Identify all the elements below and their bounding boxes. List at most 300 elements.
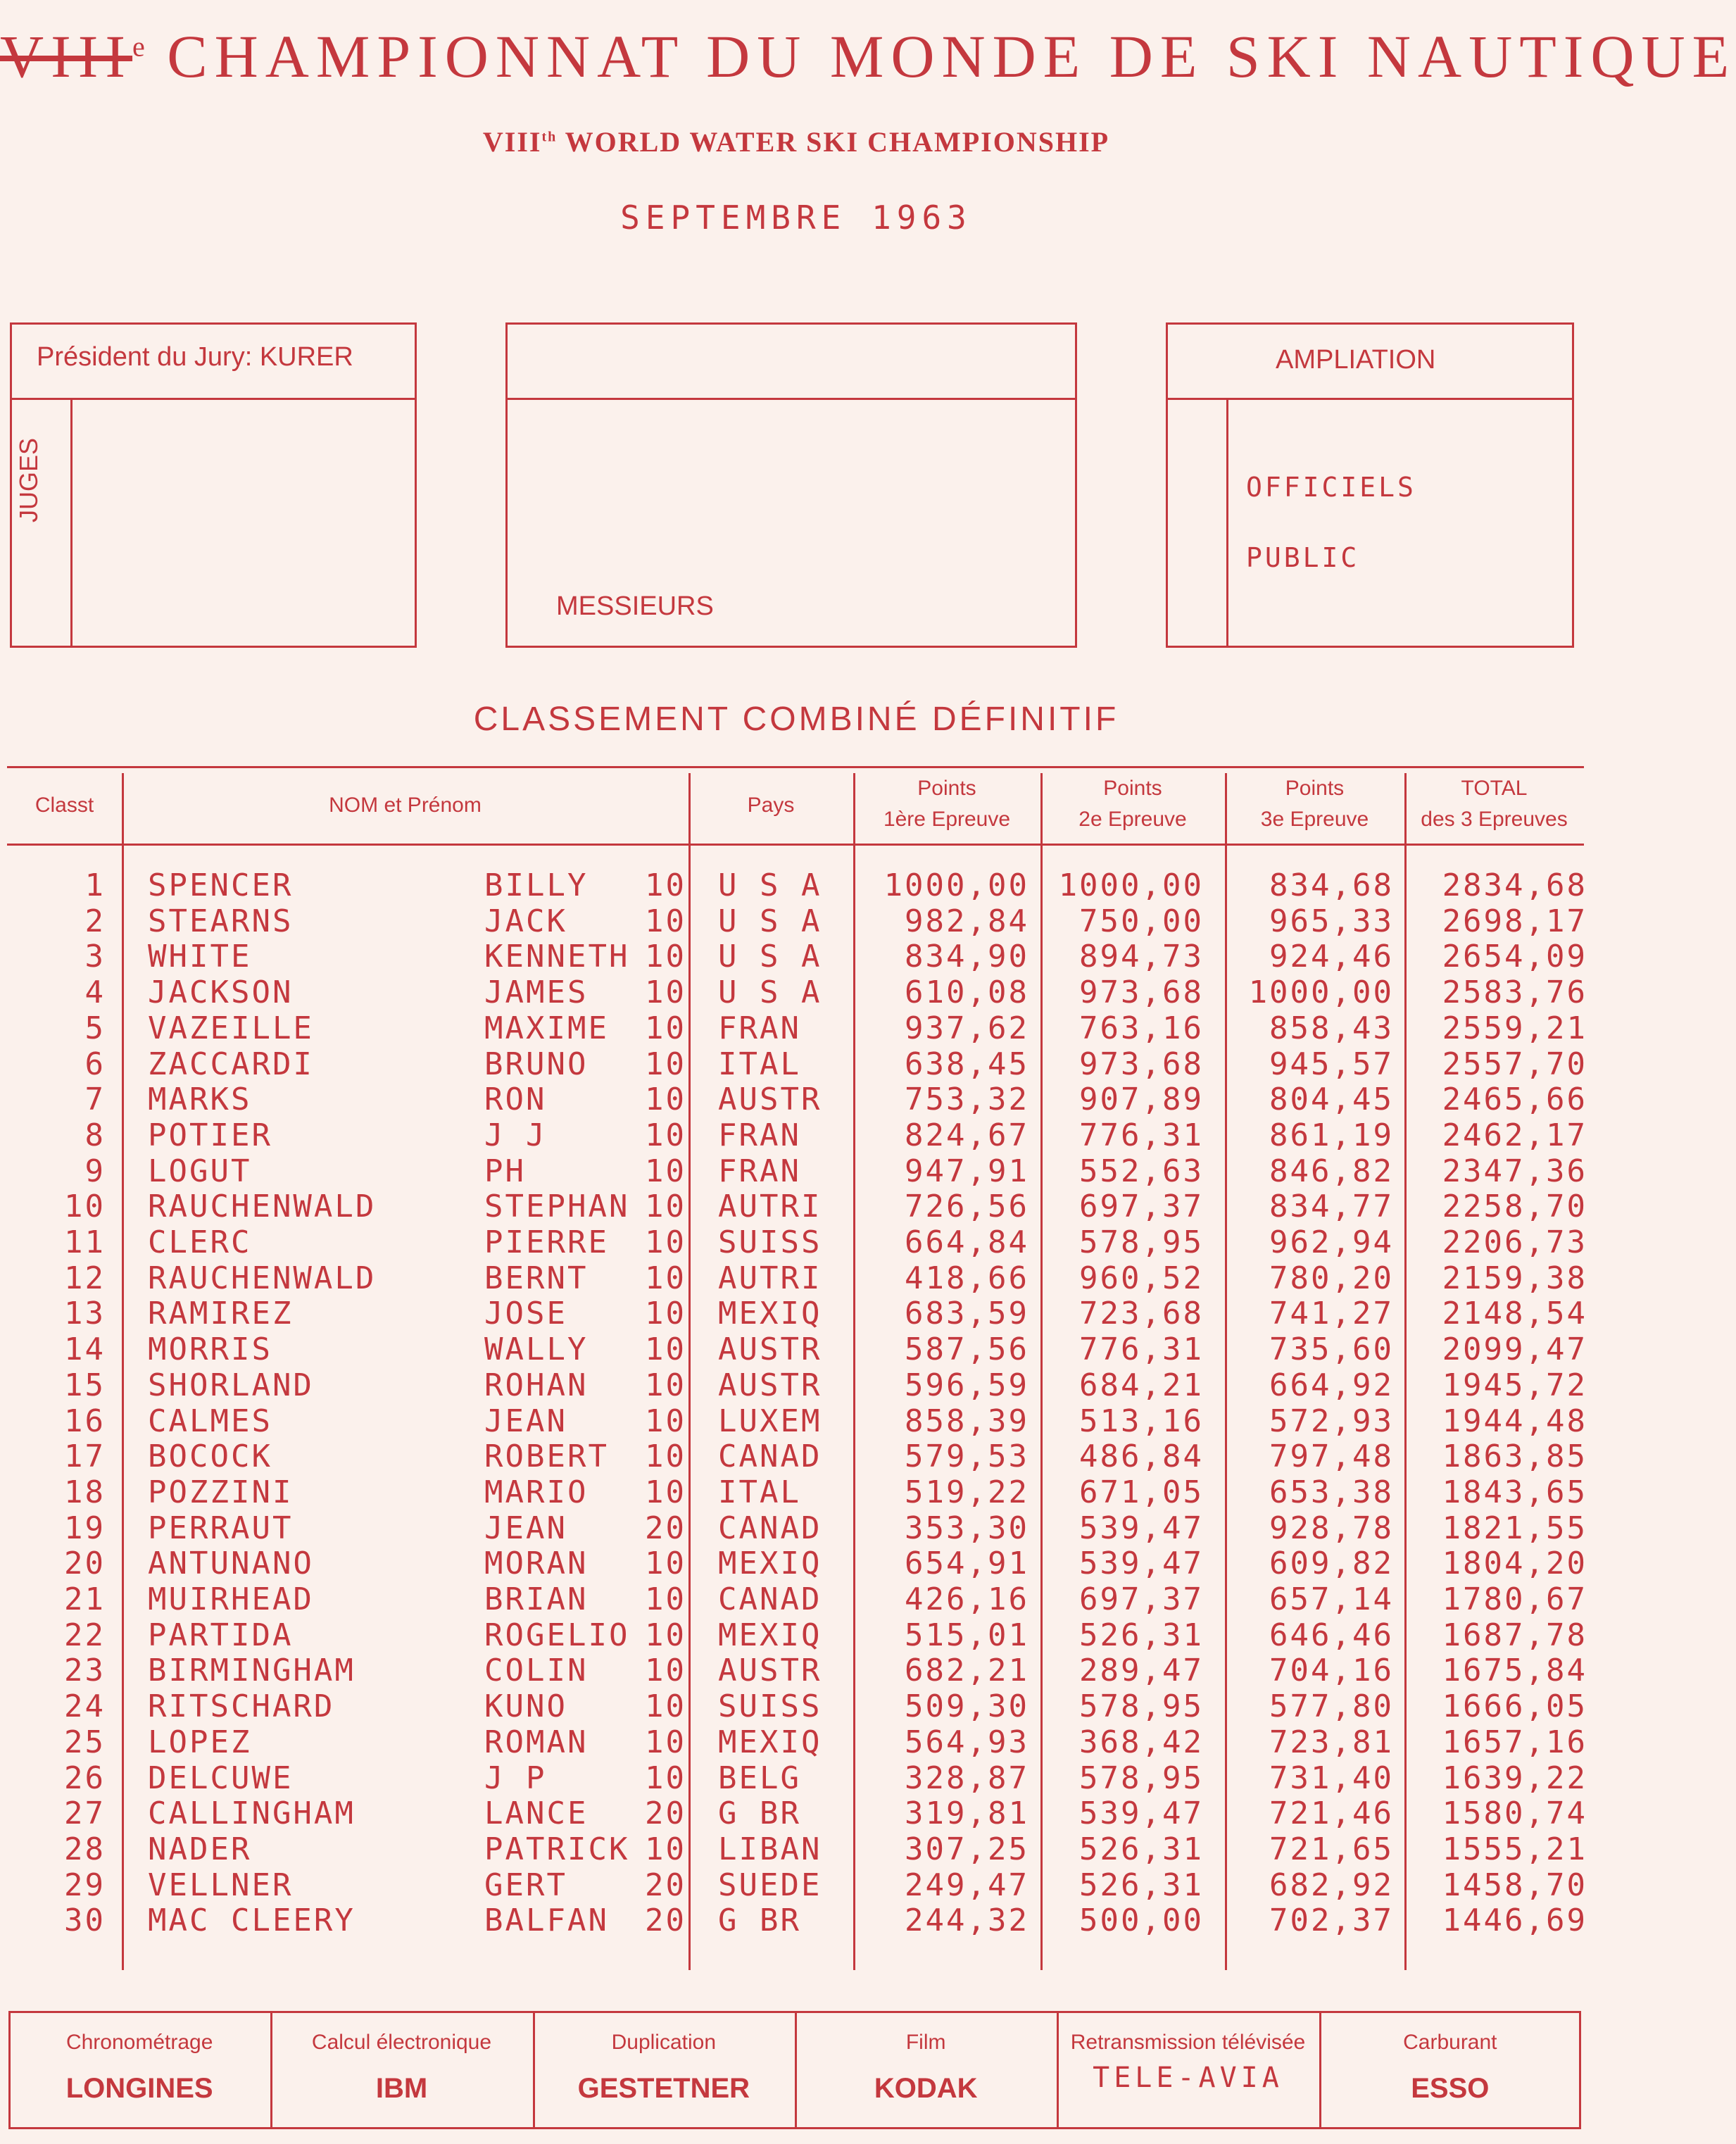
code-cell: 10	[645, 1581, 686, 1617]
code-cell: 20	[645, 1867, 686, 1903]
points-3-cell: 723,81	[1269, 1724, 1394, 1760]
points-1-cell: 858,39	[905, 1403, 1029, 1439]
sponsor-label: Calcul électronique	[311, 2031, 492, 2054]
first-name-cell: JACK	[484, 903, 567, 939]
table-row	[0, 1724, 1592, 1760]
points-3-cell: 577,80	[1269, 1688, 1394, 1725]
sponsor-divider	[1319, 2011, 1321, 2129]
rank-cell: 30	[64, 1902, 106, 1939]
first-name-cell: ROBERT	[484, 1438, 609, 1475]
points-3-cell: 945,57	[1269, 1046, 1394, 1082]
points-2-cell: 578,95	[1079, 1224, 1204, 1260]
rank-cell: 4	[84, 974, 106, 1011]
code-cell: 10	[645, 1224, 686, 1260]
country-cell: U S A	[718, 939, 822, 975]
total-cell: 1666,05	[1442, 1688, 1587, 1725]
name-cell: DELCUWE	[148, 1760, 294, 1796]
rank-cell: 25	[64, 1724, 106, 1760]
points-1-cell: 319,81	[905, 1795, 1029, 1832]
points-3-cell: 721,65	[1269, 1831, 1394, 1867]
points-3-cell: 704,16	[1269, 1653, 1394, 1689]
points-1-cell: 834,90	[905, 939, 1029, 975]
rank-cell: 9	[84, 1153, 106, 1189]
rank-cell: 12	[64, 1260, 106, 1296]
total-cell: 1843,65	[1442, 1474, 1587, 1510]
points-3-cell: 861,19	[1269, 1117, 1394, 1153]
total-cell: 1804,20	[1442, 1546, 1587, 1582]
points-3-cell: 965,33	[1269, 903, 1394, 939]
name-cell: ZACCARDI	[148, 1046, 314, 1082]
points-2-cell: 684,21	[1079, 1367, 1204, 1403]
name-cell: CALMES	[148, 1403, 272, 1439]
header-total	[1404, 773, 1584, 835]
points-2-cell: 697,37	[1079, 1581, 1204, 1617]
total-cell: 1458,70	[1442, 1867, 1587, 1903]
total-cell: 2583,76	[1442, 974, 1587, 1011]
points-2-cell: 973,68	[1079, 1046, 1204, 1082]
country-cell: AUTRI	[718, 1260, 822, 1296]
title-sup: e	[132, 30, 145, 63]
code-cell: 10	[645, 1831, 686, 1867]
points-3-cell: 1000,00	[1248, 974, 1394, 1011]
rank-cell: 17	[64, 1438, 106, 1475]
code-cell: 10	[645, 1653, 686, 1689]
points-3-cell: 735,60	[1269, 1331, 1394, 1368]
code-cell: 10	[645, 974, 686, 1011]
code-cell: 20	[645, 1510, 686, 1546]
table-row	[0, 1082, 1592, 1117]
points-2-cell: 750,00	[1079, 903, 1204, 939]
points-3-cell: 572,93	[1269, 1403, 1394, 1439]
rank-cell: 7	[84, 1082, 106, 1118]
jury-vertical-divider	[70, 398, 73, 648]
country-cell: SUISS	[718, 1224, 822, 1260]
points-1-cell: 982,84	[905, 903, 1029, 939]
code-cell: 10	[645, 1546, 686, 1582]
table-row	[0, 1617, 1592, 1653]
code-cell: 10	[645, 1260, 686, 1296]
points-3-cell: 741,27	[1269, 1296, 1394, 1332]
code-cell: 10	[645, 1688, 686, 1725]
country-cell: CANAD	[718, 1510, 822, 1546]
points-1-cell: 610,08	[905, 974, 1029, 1011]
points-2-cell: 763,16	[1079, 1010, 1204, 1046]
country-cell: ITAL	[718, 1046, 801, 1082]
points-2-cell: 486,84	[1079, 1438, 1204, 1475]
points-2-cell: 960,52	[1079, 1260, 1204, 1296]
table-row	[0, 1331, 1592, 1367]
code-cell: 10	[645, 1760, 686, 1796]
first-name-cell: PATRICK	[484, 1831, 630, 1867]
name-cell: SHORLAND	[148, 1367, 314, 1403]
country-cell: AUSTR	[718, 1331, 822, 1368]
points-2-cell: 289,47	[1079, 1653, 1204, 1689]
points-2-cell: 671,05	[1079, 1474, 1204, 1510]
sponsor-label: Duplication	[611, 2031, 717, 2054]
points-2-cell: 697,37	[1079, 1189, 1204, 1225]
points-2-cell: 539,47	[1079, 1546, 1204, 1582]
country-cell: SUISS	[718, 1688, 822, 1725]
country-cell: BELG	[718, 1760, 801, 1796]
code-cell: 10	[645, 1082, 686, 1118]
title-roman: VIII	[0, 23, 133, 90]
country-cell: U S A	[718, 974, 822, 1011]
first-name-cell: ROHAN	[484, 1367, 589, 1403]
first-name-cell: MAXIME	[484, 1010, 609, 1046]
code-cell: 10	[645, 1010, 686, 1046]
table-row	[0, 1403, 1592, 1438]
table-row	[0, 1224, 1592, 1260]
header-rank: Classt	[34, 794, 94, 817]
name-cell: POTIER	[148, 1117, 272, 1153]
name-cell: MUIRHEAD	[148, 1581, 314, 1617]
table-row	[0, 1546, 1592, 1581]
sponsor-label: Carburant	[1403, 2031, 1497, 2054]
name-cell: MAC CLEERY	[148, 1902, 356, 1939]
first-name-cell: ROGELIO	[484, 1617, 630, 1653]
code-cell: 10	[645, 1046, 686, 1082]
table-row	[0, 1760, 1592, 1795]
first-name-cell: RON	[484, 1082, 547, 1118]
header-p2	[1040, 773, 1225, 835]
total-cell: 2559,21	[1442, 1010, 1587, 1046]
code-cell: 10	[645, 1367, 686, 1403]
country-cell: LUXEM	[718, 1403, 822, 1439]
points-3-cell: 653,38	[1269, 1474, 1394, 1510]
code-cell: 10	[645, 1189, 686, 1225]
total-cell: 1780,67	[1442, 1581, 1587, 1617]
country-cell: AUSTR	[718, 1653, 822, 1689]
points-3-cell: 962,94	[1269, 1224, 1394, 1260]
rank-cell: 29	[64, 1867, 106, 1903]
table-row	[0, 867, 1592, 903]
code-cell: 10	[645, 903, 686, 939]
rank-cell: 11	[64, 1224, 106, 1260]
header-p1-top: Points	[917, 777, 976, 800]
points-1-cell: 509,30	[905, 1688, 1029, 1725]
table-row	[0, 1795, 1592, 1831]
sponsor-name: KODAK	[874, 2073, 978, 2104]
total-cell: 1675,84	[1442, 1653, 1587, 1689]
country-cell: U S A	[718, 867, 822, 903]
first-name-cell: KENNETH	[484, 939, 630, 975]
name-cell: VAZEILLE	[148, 1010, 314, 1046]
header-country: Pays	[747, 794, 795, 817]
name-cell: BIRMINGHAM	[148, 1653, 356, 1689]
points-2-cell: 894,73	[1079, 939, 1204, 975]
code-cell: 10	[645, 1331, 686, 1368]
points-1-cell: 426,16	[905, 1581, 1029, 1617]
sponsor-divider	[795, 2011, 797, 2129]
sponsor-divider	[533, 2011, 535, 2129]
sponsor-label: Retransmission télévisée	[1070, 2031, 1306, 2054]
first-name-cell: GERT	[484, 1867, 567, 1903]
table-row	[0, 1260, 1592, 1296]
rank-cell: 28	[64, 1831, 106, 1867]
rank-cell: 16	[64, 1403, 106, 1439]
points-2-cell: 513,16	[1079, 1403, 1204, 1439]
header-total-top: TOTAL	[1461, 777, 1528, 800]
rank-cell: 14	[64, 1331, 106, 1368]
rank-cell: 22	[64, 1617, 106, 1653]
code-cell: 10	[645, 1474, 686, 1510]
country-cell: CANAD	[718, 1581, 822, 1617]
country-cell: AUTRI	[718, 1189, 822, 1225]
code-cell: 10	[645, 1153, 686, 1189]
points-1-cell: 947,91	[905, 1153, 1029, 1189]
points-2-cell: 539,47	[1079, 1510, 1204, 1546]
first-name-cell: BILLY	[484, 867, 589, 903]
points-2-cell: 973,68	[1079, 974, 1204, 1011]
points-3-cell: 664,92	[1269, 1367, 1394, 1403]
total-cell: 2462,17	[1442, 1117, 1587, 1153]
rank-cell: 10	[64, 1189, 106, 1225]
points-1-cell: 307,25	[905, 1831, 1029, 1867]
total-cell: 2258,70	[1442, 1189, 1587, 1225]
table-row	[0, 1474, 1592, 1510]
rank-cell: 21	[64, 1581, 106, 1617]
points-1-cell: 726,56	[905, 1189, 1029, 1225]
total-cell: 1580,74	[1442, 1795, 1587, 1832]
points-1-cell: 683,59	[905, 1296, 1029, 1332]
total-cell: 1944,48	[1442, 1403, 1587, 1439]
table-row	[0, 1046, 1592, 1082]
points-1-cell: 937,62	[905, 1010, 1029, 1046]
table-row	[0, 974, 1592, 1010]
first-name-cell: KUNO	[484, 1688, 567, 1725]
points-1-cell: 654,91	[905, 1546, 1029, 1582]
first-name-cell: PH	[484, 1153, 526, 1189]
points-3-cell: 858,43	[1269, 1010, 1394, 1046]
total-cell: 2465,66	[1442, 1082, 1587, 1118]
points-3-cell: 657,14	[1269, 1581, 1394, 1617]
total-cell: 1863,85	[1442, 1438, 1587, 1475]
points-1-cell: 244,32	[905, 1902, 1029, 1939]
points-2-cell: 526,31	[1079, 1867, 1204, 1903]
points-3-cell: 609,82	[1269, 1546, 1394, 1582]
table-row	[0, 1189, 1592, 1224]
name-cell: LOGUT	[148, 1153, 252, 1189]
points-3-cell: 780,20	[1269, 1260, 1394, 1296]
table-top-line	[7, 766, 1584, 768]
country-cell: LIBAN	[718, 1831, 822, 1867]
points-3-cell: 928,78	[1269, 1510, 1394, 1546]
name-cell: PARTIDA	[148, 1617, 294, 1653]
table-row	[0, 1153, 1592, 1189]
sponsor-name: ESSO	[1411, 2073, 1490, 2104]
points-2-cell: 526,31	[1079, 1617, 1204, 1653]
country-cell: CANAD	[718, 1438, 822, 1475]
country-cell: MEXIQ	[718, 1296, 822, 1332]
code-cell: 20	[645, 1795, 686, 1832]
first-name-cell: JEAN	[484, 1403, 567, 1439]
name-cell: VELLNER	[148, 1867, 294, 1903]
total-cell: 2557,70	[1442, 1046, 1587, 1082]
total-cell: 1657,16	[1442, 1724, 1587, 1760]
points-1-cell: 249,47	[905, 1867, 1029, 1903]
points-1-cell: 824,67	[905, 1117, 1029, 1153]
country-cell: G BR	[718, 1902, 801, 1939]
first-name-cell: JEAN	[484, 1510, 567, 1546]
points-2-cell: 526,31	[1079, 1831, 1204, 1867]
total-cell: 1687,78	[1442, 1617, 1587, 1653]
first-name-cell: PIERRE	[484, 1224, 609, 1260]
points-2-cell: 776,31	[1079, 1117, 1204, 1153]
first-name-cell: LANCE	[484, 1795, 589, 1832]
total-cell: 2347,36	[1442, 1153, 1587, 1189]
name-cell: STEARNS	[148, 903, 294, 939]
points-1-cell: 1000,00	[883, 867, 1029, 903]
header-p1-bottom: 1ère Epreuve	[883, 808, 1011, 831]
first-name-cell: BALFAN	[484, 1902, 609, 1939]
points-3-cell: 731,40	[1269, 1760, 1394, 1796]
first-name-cell: ROMAN	[484, 1724, 589, 1760]
name-cell: RAUCHENWALD	[148, 1260, 377, 1296]
name-cell: POZZINI	[148, 1474, 294, 1510]
points-3-cell: 721,46	[1269, 1795, 1394, 1832]
header-name: NOM et Prénom	[329, 794, 482, 817]
first-name-cell: COLIN	[484, 1653, 589, 1689]
country-cell: MEXIQ	[718, 1617, 822, 1653]
total-cell: 1555,21	[1442, 1831, 1587, 1867]
rank-cell: 2	[84, 903, 106, 939]
header-p1	[853, 773, 1040, 835]
table-row	[0, 1653, 1592, 1688]
points-2-cell: 552,63	[1079, 1153, 1204, 1189]
country-cell: FRAN	[718, 1153, 801, 1189]
table-row	[0, 1867, 1592, 1902]
name-cell: LOPEZ	[148, 1724, 252, 1760]
name-cell: NADER	[148, 1831, 252, 1867]
table-row	[0, 1510, 1592, 1546]
points-1-cell: 519,22	[905, 1474, 1029, 1510]
table-header-line	[7, 844, 1584, 846]
name-cell: JACKSON	[148, 974, 294, 1011]
name-cell: MARKS	[148, 1082, 252, 1118]
total-cell: 2148,54	[1442, 1296, 1587, 1332]
table-row	[0, 939, 1592, 974]
total-cell: 2834,68	[1442, 867, 1587, 903]
table-row	[0, 1367, 1592, 1403]
country-cell: SUEDE	[718, 1867, 822, 1903]
table-row	[0, 1296, 1592, 1331]
sponsor-name: LONGINES	[65, 2073, 213, 2104]
first-name-cell: J P	[484, 1760, 547, 1796]
header-p3	[1225, 773, 1404, 835]
total-cell: 2698,17	[1442, 903, 1587, 939]
total-cell: 1821,55	[1442, 1510, 1587, 1546]
name-cell: RAMIREZ	[148, 1296, 294, 1332]
rank-cell: 15	[64, 1367, 106, 1403]
points-3-cell: 804,45	[1269, 1082, 1394, 1118]
points-3-cell: 846,82	[1269, 1153, 1394, 1189]
country-cell: FRAN	[718, 1117, 801, 1153]
sponsor-divider	[270, 2011, 272, 2129]
rank-cell: 6	[84, 1046, 106, 1082]
first-name-cell: J J	[484, 1117, 547, 1153]
rank-cell: 19	[64, 1510, 106, 1546]
total-cell: 1446,69	[1442, 1902, 1587, 1939]
points-2-cell: 1000,00	[1058, 867, 1204, 903]
first-name-cell: BRUNO	[484, 1046, 589, 1082]
name-cell: WHITE	[148, 939, 252, 975]
points-1-cell: 638,45	[905, 1046, 1029, 1082]
country-cell: U S A	[718, 903, 822, 939]
sponsor-label: Film	[905, 2031, 946, 2054]
table-row	[0, 1902, 1592, 1938]
code-cell: 10	[645, 1617, 686, 1653]
table-row	[0, 1581, 1592, 1617]
sponsor-name: GESTETNER	[577, 2073, 750, 2104]
points-3-cell: 924,46	[1269, 939, 1394, 975]
jury-president-label: Président du Jury: KURER	[37, 342, 353, 372]
subtitle-sup: th	[541, 129, 558, 145]
rank-cell: 23	[64, 1653, 106, 1689]
total-cell: 2654,09	[1442, 939, 1587, 975]
country-cell: AUSTR	[718, 1082, 822, 1118]
name-cell: CLERC	[148, 1224, 252, 1260]
total-cell: 1639,22	[1442, 1760, 1587, 1796]
subtitle-main: WORLD WATER SKI CHAMPIONSHIP	[565, 126, 1110, 158]
points-1-cell: 682,21	[905, 1653, 1029, 1689]
header-p3-top: Points	[1285, 777, 1345, 800]
first-name-cell: MORAN	[484, 1546, 589, 1582]
code-cell: 10	[645, 1117, 686, 1153]
category-divider	[505, 398, 1077, 400]
code-cell: 10	[645, 1296, 686, 1332]
points-1-cell: 418,66	[905, 1260, 1029, 1296]
document-title	[0, 21, 1736, 92]
rank-cell: 13	[64, 1296, 106, 1332]
rank-cell: 3	[84, 939, 106, 975]
name-cell: RAUCHENWALD	[148, 1189, 377, 1225]
rank-cell: 27	[64, 1795, 106, 1832]
rank-cell: 26	[64, 1760, 106, 1796]
first-name-cell: BERNT	[484, 1260, 589, 1296]
points-1-cell: 753,32	[905, 1082, 1029, 1118]
ampliation-vertical-divider	[1226, 398, 1228, 648]
header-total-bottom: des 3 Epreuves	[1421, 808, 1568, 831]
points-3-cell: 646,46	[1269, 1617, 1394, 1653]
document-date: SEPTEMBRE 1963	[620, 199, 972, 237]
points-1-cell: 328,87	[905, 1760, 1029, 1796]
officiels-label: OFFICIELS	[1246, 472, 1416, 503]
document-subtitle	[0, 125, 1592, 158]
name-cell: MORRIS	[148, 1331, 272, 1368]
sponsor-name: IBM	[375, 2073, 428, 2104]
points-1-cell: 596,59	[905, 1367, 1029, 1403]
table-row	[0, 1010, 1592, 1046]
code-cell: 10	[645, 1438, 686, 1475]
table-row	[0, 903, 1592, 939]
points-1-cell: 587,56	[905, 1331, 1029, 1368]
rank-cell: 8	[84, 1117, 106, 1153]
country-cell: MEXIQ	[718, 1546, 822, 1582]
points-2-cell: 907,89	[1079, 1082, 1204, 1118]
country-cell: G BR	[718, 1795, 801, 1832]
header-p3-bottom: 3e Epreuve	[1260, 808, 1369, 831]
country-cell: AUSTR	[718, 1367, 822, 1403]
points-2-cell: 578,95	[1079, 1688, 1204, 1725]
points-1-cell: 579,53	[905, 1438, 1029, 1475]
first-name-cell: JAMES	[484, 974, 589, 1011]
code-cell: 10	[645, 1403, 686, 1439]
header-p2-bottom: 2e Epreuve	[1078, 808, 1187, 831]
code-cell: 10	[645, 867, 686, 903]
total-cell: 2099,47	[1442, 1331, 1587, 1368]
juges-label: JUGES	[14, 437, 43, 522]
points-1-cell: 564,93	[905, 1724, 1029, 1760]
